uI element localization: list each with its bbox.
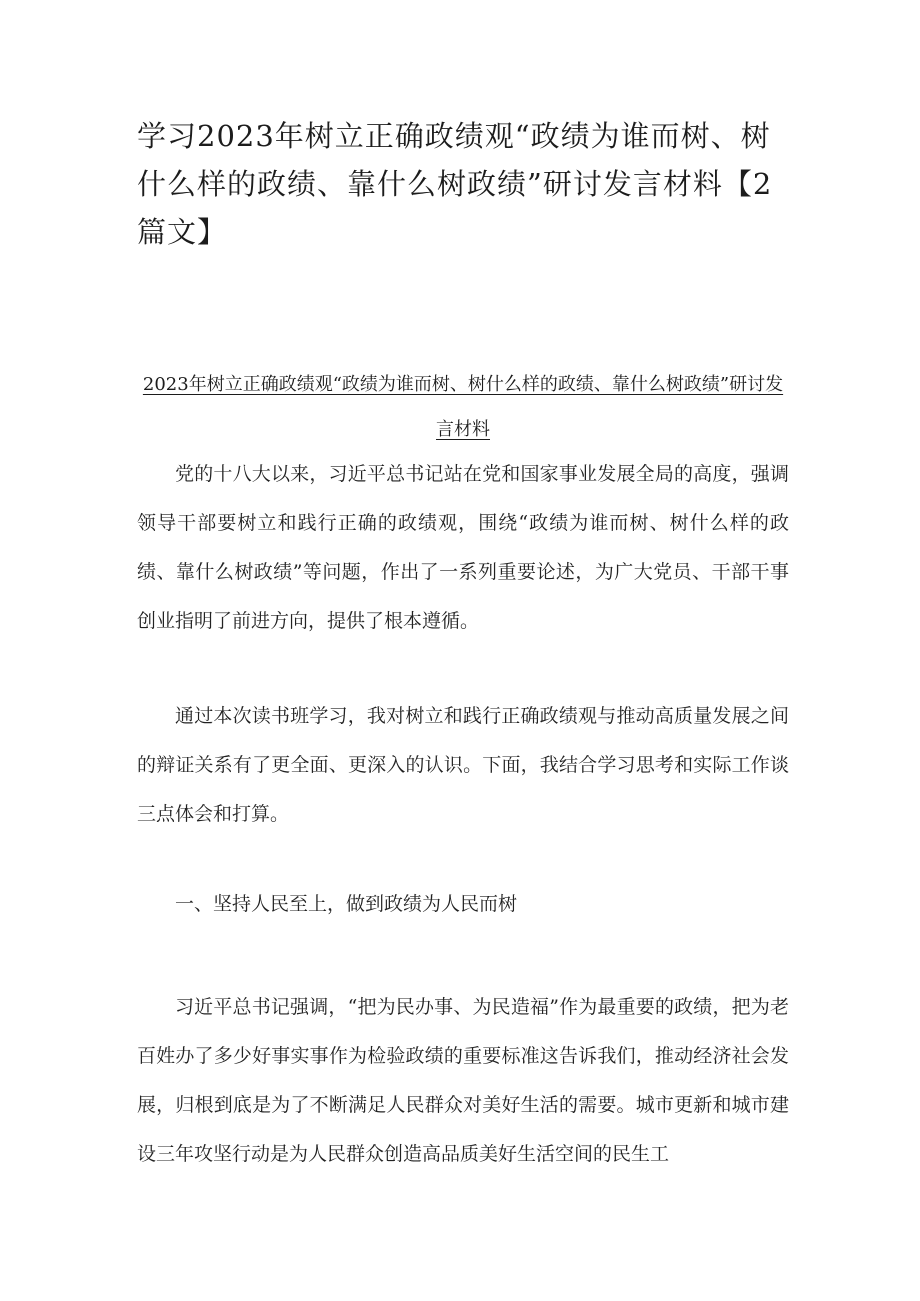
paragraph-study-summary: 通过本次读书班学习，我对树立和践行正确政绩观与推动高质量发展之间的辩证关系有了更全面、更深入的认识。下面，我结合学习思考和实际工作谈三点体会和打算。	[137, 705, 789, 825]
speech-title: 2023年树立正确政绩观“政绩为谁而树、树什么样的政绩、靠什么树政绩”研讨发言材料	[142, 374, 784, 440]
paragraph-section-1-body: 习近平总书记强调，“把为民办事、为民造福”作为最重要的政绩，把为老百姓办了多少好事实事作为检验政绩的重要标准这告诉我们，推动经济社会发展，归根到底是为了不断满足人民群众对美好生活的需要。城市更新和城市建设三年攻坚行动是为人民群众创造高品质美好生活空间的民生工	[137, 996, 789, 1165]
document-main-title: 学习2023年树立正确政绩观“政绩为谁而树、树什么样的政绩、靠什么树政绩”研讨发言材料【2篇文】	[137, 119, 773, 249]
section-heading-1: 一、坚持人民至上，做到政绩为人民而树	[175, 893, 518, 915]
paragraph-intro: 党的十八大以来，习近平总书记站在党和国家事业发展全局的高度，强调领导干部要树立和践行正确的政绩观，围绕“政绩为谁而树、树什么样的政绩、靠什么树政绩”等问题，作出了一系列重要论述，为广大党员、干部干事创业指明了前进方向，提供了根本遵循。	[137, 463, 789, 632]
